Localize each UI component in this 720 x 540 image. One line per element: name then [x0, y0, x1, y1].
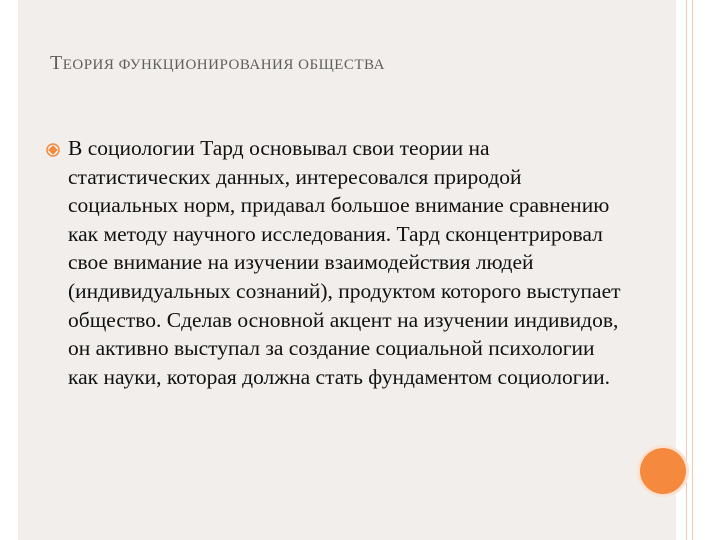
orange-circle-decoration-icon	[640, 448, 686, 494]
slide-title-rest: ЕОРИЯ ФУНКЦИОНИРОВАНИЯ ОБЩЕСТВА	[62, 57, 385, 73]
slide-title-initial: Т	[50, 52, 63, 74]
bullet-item	[46, 134, 626, 391]
right-border-line-outer	[692, 0, 693, 540]
right-border-line-inner	[686, 0, 687, 540]
bullet-text: В социологии Тард основывал свои теории на статистических данных, интересовался природой социальных норм, придавал большое внимание сравнению как методу научного исследования. Тард сконцентрировал свое внимание на изучении взаимодействия людей (индивидуальных сознаний), продуктом которого выступает общество. Сделав основной акцент на изучении индивидов, он активно выступал за создание социальной психологии как науки, которая должна стать фундаментом социологии.	[68, 136, 621, 389]
slide-title	[50, 52, 385, 75]
diamond-bullet-icon	[46, 143, 60, 157]
